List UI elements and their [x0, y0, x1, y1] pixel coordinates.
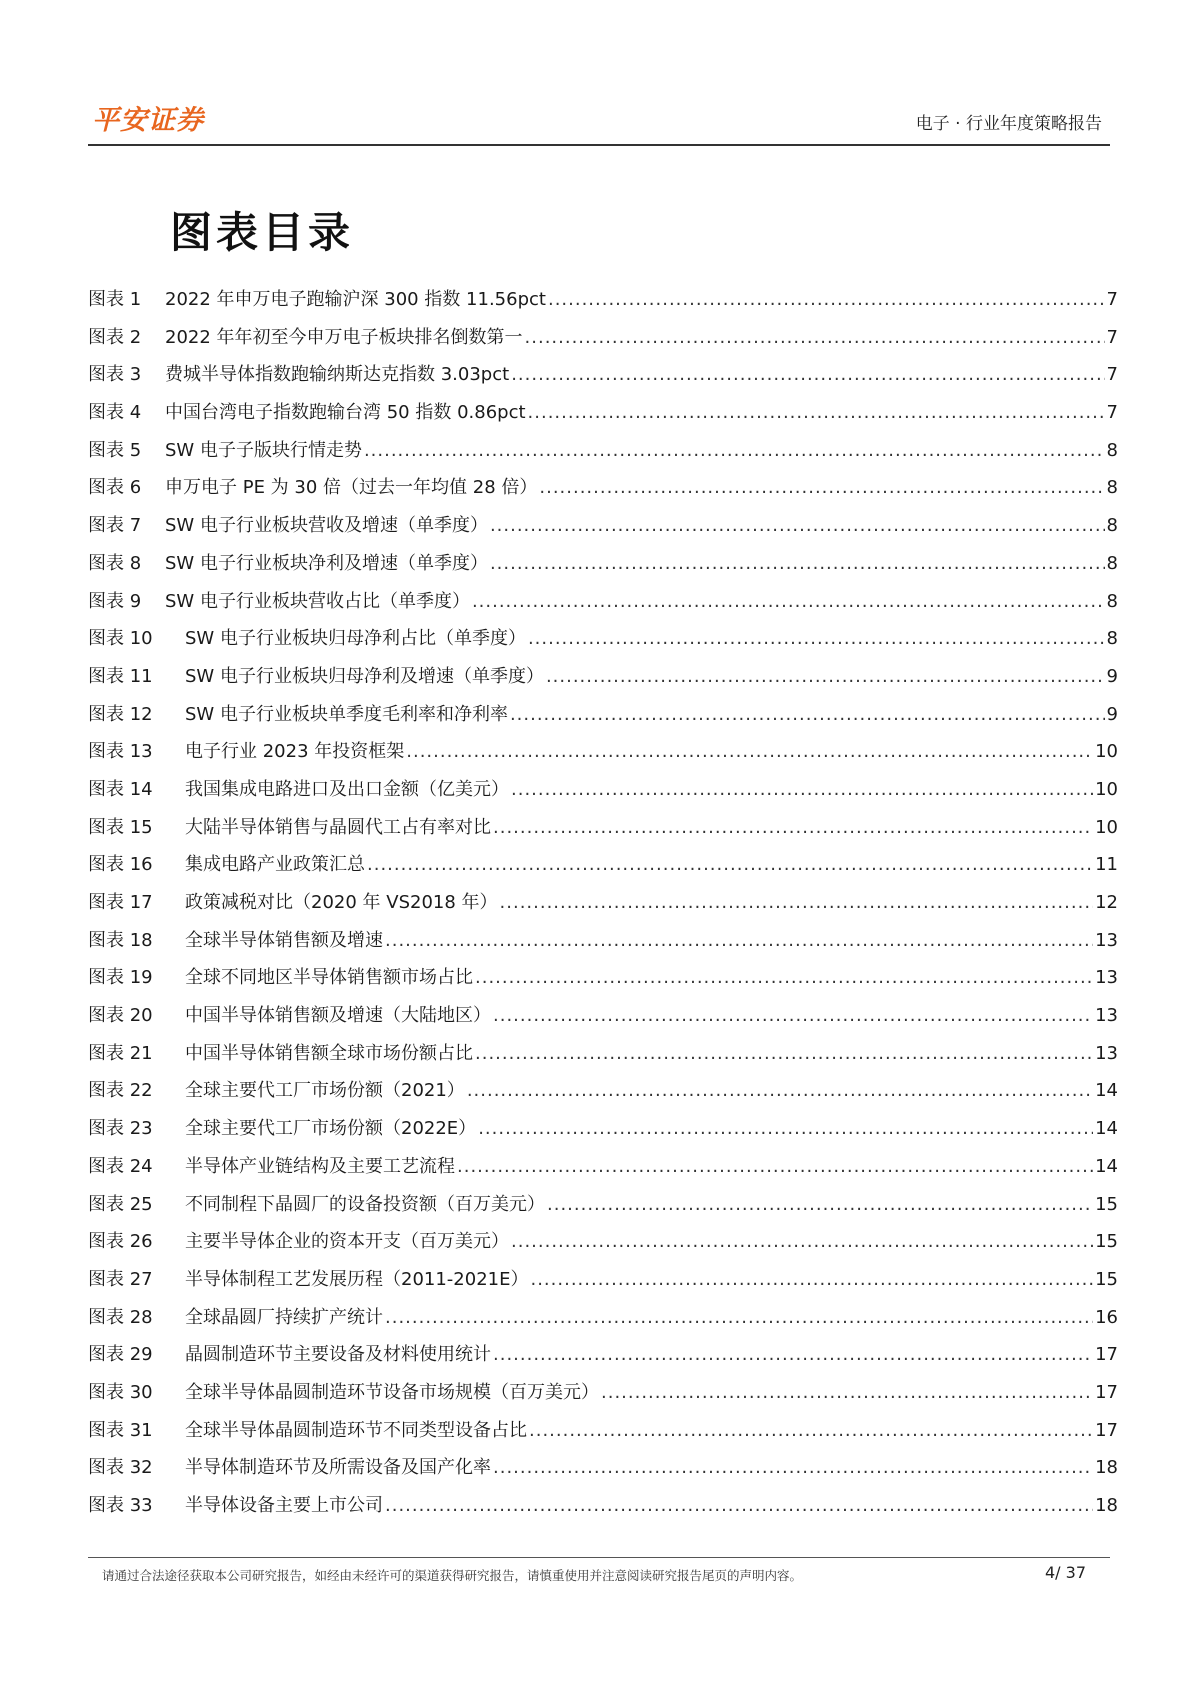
- toc-entry-text: 大陆半导体销售与晶圆代工占有率对比: [185, 816, 491, 838]
- toc-entry-page: 7: [1106, 326, 1118, 348]
- toc-leader-dots: [385, 1307, 1093, 1328]
- toc-leader-dots: [478, 1118, 1093, 1139]
- toc-entry-text: 主要半导体企业的资本开支（百万美元）: [185, 1231, 509, 1253]
- toc-entry-text: SW 电子子版块行情走势: [165, 439, 362, 461]
- toc-entry-text: 半导体产业链结构及主要工艺流程: [185, 1155, 455, 1177]
- toc-entry-page: 14: [1095, 1155, 1118, 1177]
- toc-entry-page: 9: [1106, 665, 1118, 687]
- toc-leader-dots: [530, 1269, 1093, 1290]
- toc-entry-page: 17: [1095, 1381, 1118, 1403]
- toc-entry-text: 半导体制程工艺发展历程（2011-2021E）: [185, 1268, 529, 1290]
- toc-entry-label: 图表 25: [88, 1193, 153, 1215]
- toc-entry[interactable]: [88, 850, 1118, 888]
- toc-entry-label: 图表 18: [88, 929, 153, 951]
- toc-leader-dots: [546, 666, 1105, 687]
- toc-entry-label: 图表 6: [88, 477, 142, 499]
- toc-leader-dots: [493, 1457, 1093, 1478]
- toc-entry-label: 图表 2: [88, 326, 142, 348]
- toc-entry-text: SW 电子行业板块营收占比（单季度）: [165, 590, 470, 612]
- toc-leader-dots: [510, 704, 1105, 725]
- toc-entry-label: 图表 7: [88, 515, 142, 537]
- toc-entry-label: 图表 4: [88, 402, 142, 424]
- toc-entry-page: 13: [1095, 1005, 1118, 1027]
- toc-leader-dots: [385, 930, 1093, 951]
- toc-entry[interactable]: [88, 888, 1118, 926]
- toc-entry-label: 图表 17: [88, 892, 153, 913]
- toc-entry-page: 13: [1095, 967, 1118, 989]
- toc-entry-text: SW 电子行业板块归母净利及增速（单季度）: [185, 665, 544, 687]
- toc-entry-page: 7: [1106, 364, 1118, 386]
- toc-leader-dots: [475, 1043, 1093, 1064]
- toc-list: [88, 285, 1118, 1529]
- toc-entry[interactable]: [88, 549, 1118, 587]
- toc-entry-page: 10: [1095, 778, 1118, 800]
- toc-entry[interactable]: [88, 737, 1118, 775]
- toc-entry-text: 中国半导体销售额及增速（大陆地区）: [185, 1005, 491, 1027]
- toc-leader-dots: [367, 854, 1093, 875]
- toc-entry-text: 半导体制造环节及所需设备及国产化率: [185, 1457, 491, 1479]
- toc-entry-label: 图表 24: [88, 1155, 153, 1177]
- toc-entry[interactable]: [88, 1114, 1118, 1152]
- toc-entry-page: 10: [1095, 816, 1118, 838]
- toc-entry-label: 图表 23: [88, 1118, 153, 1140]
- toc-entry-text: 我国集成电路进口及出口金额（亿美元）: [185, 778, 509, 800]
- toc-entry-text: 全球半导体销售额及增速: [185, 929, 383, 951]
- toc-entry-label: 图表 14: [88, 778, 153, 800]
- toc-entry[interactable]: [88, 436, 1118, 474]
- toc-entry-label: 图表 9: [88, 590, 142, 612]
- report-type: 电子 · 行业年度策略报告: [915, 114, 1102, 134]
- toc-entry[interactable]: [88, 511, 1118, 549]
- toc-entry-text: 电子行业 2023 年投资框架: [185, 741, 405, 763]
- page-number: 4/ 37: [1044, 1563, 1086, 1582]
- toc-leader-dots: [385, 1495, 1093, 1516]
- toc-entry[interactable]: [88, 1001, 1118, 1039]
- toc-entry-page: 9: [1106, 703, 1118, 725]
- toc-entry[interactable]: [88, 775, 1118, 813]
- toc-entry-label: 图表 10: [88, 628, 153, 650]
- toc-entry[interactable]: [88, 1416, 1118, 1454]
- toc-entry-text: 全球主要代工厂市场份额（2021）: [185, 1080, 465, 1102]
- toc-entry[interactable]: [88, 1190, 1118, 1228]
- toc-entry[interactable]: [88, 398, 1118, 436]
- toc-entry-label: 图表 30: [88, 1381, 153, 1403]
- toc-entry-page: 15: [1095, 1193, 1118, 1215]
- toc-entry-text: 政策减税对比（2020 年 VS2018 年）: [185, 892, 498, 913]
- toc-entry-page: 13: [1095, 1042, 1118, 1064]
- toc-leader-dots: [500, 892, 1094, 913]
- toc-leader-dots: [511, 1231, 1093, 1252]
- toc-entry-text: 全球主要代工厂市场份额（2022E）: [185, 1118, 477, 1140]
- toc-entry-label: 图表 27: [88, 1268, 153, 1290]
- toc-leader-dots: [406, 741, 1093, 762]
- toc-entry-text: SW 电子行业板块单季度毛利率和净利率: [185, 703, 508, 725]
- toc-entry-text: 中国台湾电子指数跑输台湾 50 指数 0.86pct: [165, 402, 526, 424]
- toc-entry[interactable]: [88, 323, 1118, 361]
- toc-entry-text: 费城半导体指数跑输纳斯达克指数 3.03pct: [165, 364, 510, 386]
- toc-leader-dots: [472, 591, 1105, 612]
- toc-entry-text: 半导体设备主要上市公司: [185, 1495, 383, 1516]
- toc-entry[interactable]: [88, 1340, 1118, 1378]
- toc-leader-dots: [547, 1194, 1093, 1215]
- toc-leader-dots: [493, 1344, 1093, 1365]
- toc-entry-page: 7: [1106, 402, 1118, 424]
- toc-entry-text: 全球半导体晶圆制造环节设备市场规模（百万美元）: [185, 1381, 599, 1403]
- toc-entry[interactable]: [88, 813, 1118, 851]
- toc-entry-label: 图表 13: [88, 741, 153, 763]
- toc-entry[interactable]: [88, 1227, 1118, 1265]
- toc-entry-label: 图表 11: [88, 665, 153, 687]
- toc-leader-dots: [490, 553, 1105, 574]
- toc-entry-page: 14: [1095, 1080, 1118, 1102]
- toc-entry-page: 17: [1095, 1344, 1118, 1366]
- footer-disclaimer: 请通过合法途径获取本公司研究报告，如经由未经许可的渠道获得研究报告，请慎重使用并注意阅读研究报告尾页的声明内容。: [102, 1568, 803, 1583]
- toc-entry-page: 8: [1106, 590, 1118, 612]
- toc-leader-dots: [528, 402, 1105, 423]
- toc-entry[interactable]: [88, 926, 1118, 964]
- toc-leader-dots: [511, 779, 1093, 800]
- toc-entry-page: 8: [1106, 439, 1118, 461]
- page-header: [88, 98, 1110, 146]
- toc-entry-page: 15: [1095, 1231, 1118, 1253]
- toc-entry-text: 不同制程下晶圆厂的设备投资额（百万美元）: [185, 1193, 545, 1215]
- toc-entry[interactable]: [88, 624, 1118, 662]
- toc-entry-label: 图表 15: [88, 816, 153, 838]
- toc-entry-page: 10: [1095, 741, 1118, 763]
- toc-leader-dots: [528, 628, 1105, 649]
- toc-entry-label: 图表 33: [88, 1495, 153, 1516]
- toc-entry-text: 全球不同地区半导体销售额市场占比: [185, 967, 473, 989]
- header-divider: [88, 144, 1110, 146]
- toc-leader-dots: [457, 1156, 1093, 1177]
- toc-entry-label: 图表 1: [88, 289, 142, 310]
- toc-entry[interactable]: [88, 963, 1118, 1001]
- toc-leader-dots: [493, 1005, 1093, 1026]
- toc-entry-page: 8: [1106, 628, 1118, 650]
- toc-entry-label: 图表 32: [88, 1457, 153, 1479]
- toc-entry[interactable]: [88, 587, 1118, 625]
- toc-entry-page: 8: [1106, 552, 1118, 574]
- toc-entry-page: 12: [1095, 892, 1118, 913]
- toc-entry-label: 图表 26: [88, 1231, 153, 1253]
- toc-entry-text: 申万电子 PE 为 30 倍（过去一年均值 28 倍）: [165, 477, 538, 499]
- toc-leader-dots: [539, 477, 1104, 498]
- toc-entry-page: 16: [1095, 1306, 1118, 1328]
- toc-leader-dots: [490, 515, 1105, 536]
- toc-leader-dots: [601, 1382, 1093, 1403]
- toc-leader-dots: [529, 1420, 1093, 1441]
- toc-entry-label: 图表 8: [88, 552, 142, 574]
- toc-entry-label: 图表 22: [88, 1080, 153, 1102]
- toc-entry-text: 集成电路产业政策汇总: [185, 854, 365, 876]
- toc-entry[interactable]: [88, 285, 1118, 323]
- toc-entry[interactable]: [88, 1152, 1118, 1190]
- toc-entry-page: 18: [1095, 1495, 1118, 1516]
- toc-entry-text: SW 电子行业板块归母净利占比（单季度）: [185, 628, 526, 650]
- toc-leader-dots: [493, 817, 1093, 838]
- toc-entry-page: 13: [1095, 929, 1118, 951]
- toc-entry[interactable]: [88, 662, 1118, 700]
- toc-entry-page: 17: [1095, 1419, 1118, 1441]
- toc-entry-page: 15: [1095, 1268, 1118, 1290]
- toc-entry-label: 图表 20: [88, 1005, 153, 1027]
- toc-entry-text: 全球半导体晶圆制造环节不同类型设备占比: [185, 1419, 527, 1441]
- toc-leader-dots: [511, 364, 1104, 385]
- toc-entry-page: 8: [1106, 477, 1118, 499]
- brand-logo: 平安证券: [92, 105, 204, 136]
- toc-entry-text: 2022 年申万电子跑输沪深 300 指数 11.56pct: [165, 289, 546, 310]
- toc-entry-label: 图表 16: [88, 854, 153, 876]
- footer-divider: [88, 1557, 1110, 1558]
- toc-leader-dots: [525, 327, 1105, 348]
- toc-leader-dots: [548, 289, 1105, 310]
- toc-entry-label: 图表 28: [88, 1306, 153, 1328]
- toc-leader-dots: [467, 1080, 1093, 1101]
- toc-entry-text: 晶圆制造环节主要设备及材料使用统计: [185, 1344, 491, 1366]
- toc-entry-page: 14: [1095, 1118, 1118, 1140]
- toc-title: 图表目录: [170, 208, 355, 257]
- toc-entry[interactable]: [88, 473, 1118, 511]
- toc-entry-page: 8: [1106, 515, 1118, 537]
- toc-entry-text: SW 电子行业板块营收及增速（单季度）: [165, 515, 488, 537]
- toc-entry-label: 图表 5: [88, 439, 142, 461]
- toc-entry-label: 图表 19: [88, 967, 153, 989]
- toc-entry[interactable]: [88, 1491, 1118, 1529]
- toc-leader-dots: [364, 440, 1105, 461]
- toc-entry-label: 图表 3: [88, 364, 142, 386]
- toc-entry-label: 图表 31: [88, 1419, 153, 1441]
- toc-entry[interactable]: [88, 1039, 1118, 1077]
- toc-entry-label: 图表 12: [88, 703, 153, 725]
- toc-entry-label: 图表 29: [88, 1344, 153, 1366]
- toc-entry[interactable]: [88, 1378, 1118, 1416]
- toc-entry-page: 18: [1095, 1457, 1118, 1479]
- toc-entry[interactable]: [88, 1076, 1118, 1114]
- toc-entry-text: 全球晶圆厂持续扩产统计: [185, 1306, 383, 1328]
- toc-entry[interactable]: [88, 1453, 1118, 1491]
- toc-entry[interactable]: [88, 700, 1118, 738]
- toc-entry-page: 11: [1095, 854, 1118, 876]
- toc-leader-dots: [475, 967, 1093, 988]
- toc-entry-page: 7: [1106, 289, 1118, 310]
- toc-entry[interactable]: [88, 1303, 1118, 1341]
- toc-entry[interactable]: [88, 360, 1118, 398]
- toc-entry-text: SW 电子行业板块净利及增速（单季度）: [165, 552, 488, 574]
- toc-entry-label: 图表 21: [88, 1042, 153, 1064]
- toc-entry-text: 2022 年年初至今申万电子板块排名倒数第一: [165, 326, 523, 348]
- toc-entry[interactable]: [88, 1265, 1118, 1303]
- toc-entry-text: 中国半导体销售额全球市场份额占比: [185, 1042, 473, 1064]
